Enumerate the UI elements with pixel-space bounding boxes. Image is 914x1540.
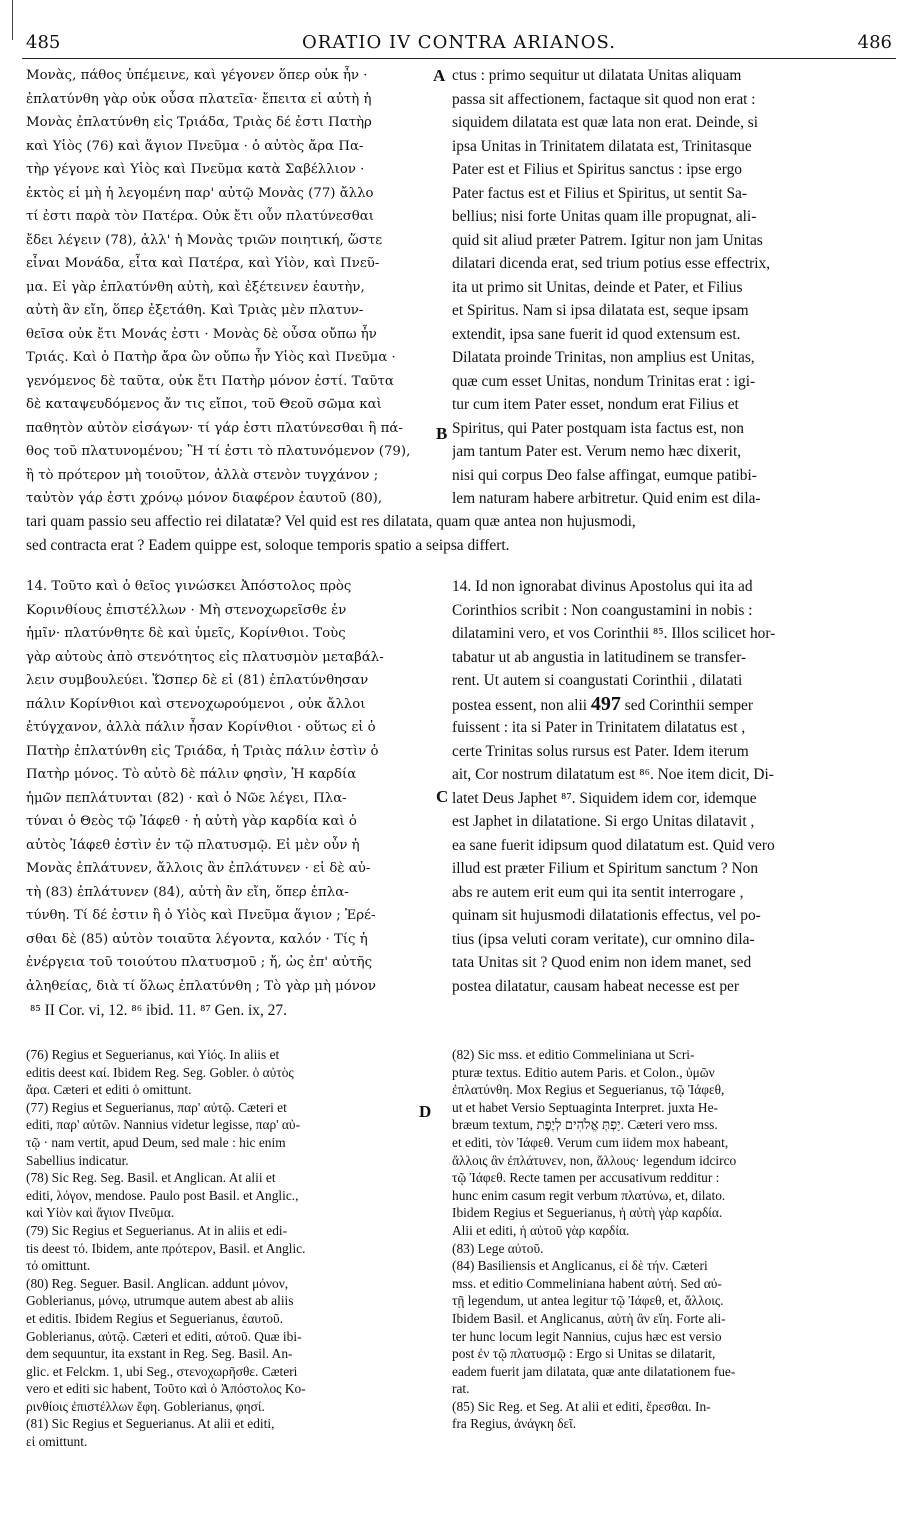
- footnote-line: (85) Sic Reg. et Seg. At alii et editi, ἔρεσθαι. In-: [452, 1398, 711, 1414]
- footnote-line: τῷ · nam vertit, apud Deum, sed male : hic enim: [26, 1134, 286, 1150]
- latin-line: est Japhet in dilatatione. Si ergo Unitas dilatavit ,: [452, 813, 755, 830]
- greek-line: τί ἐστι παρὰ τὸν Πατέρα. Οὐκ ἔτι οὖν πλατύνεσθαι: [26, 209, 374, 224]
- footnote-line: ut et habet Versio Septuaginta Interpret. juxta He-: [452, 1099, 718, 1115]
- margin-letter-a: A: [433, 66, 446, 85]
- latin-line: Spiritus, qui Pater postquam ista factus est, non: [452, 419, 744, 437]
- greek-line: ἐτύγχανον, ἀλλὰ πάλιν ἦσαν Κορίνθιοι · οὕτως εἰ ὁ: [26, 720, 376, 735]
- greek-line: Πατὴρ μόνος. Τὸ αὐτὸ δὲ πάλιν φησὶν, Ἡ καρδία: [26, 767, 357, 782]
- latin-line: nisi qui corpus Deo false affingat, eumque patibi-: [452, 466, 757, 484]
- footnote-line: et editi, τὸν Ἰάφεθ. Verum cum iidem mox habeant,: [452, 1134, 729, 1150]
- footnote-line: rat.: [452, 1381, 470, 1397]
- footnote-line: τῷ Ἰάφεθ. Recte tamen per accusativum redditur :: [452, 1170, 720, 1186]
- latin-line: tius (ipsa veluti coram veritate), cur omnino dila-: [452, 930, 755, 948]
- latin-line: 14. Id non ignorabat divinus Apostolus qui ita ad: [452, 578, 753, 595]
- footnote-line: ἄλλοις ἂν ἐπλάτυνεν, non, ἄλλους· legendum idcirco: [452, 1152, 737, 1168]
- latin-line: quæ cum esset Unitas, nondum Trinitas erat : igi-: [452, 372, 756, 390]
- footnote-line: dem sequuntur, ita exstant in Reg. Seg. Basil. An-: [26, 1346, 293, 1362]
- latin-line: Pater est et Filius et Spiritus sanctus : ipse ergo: [452, 161, 742, 178]
- greek-line: θεῖσα οὐκ ἔτι Μονάς ἐστι · Μονὰς δὲ οὖσα οὔπω ἦν: [26, 326, 377, 342]
- full-width-line: tari quam passio seu affectio rei dilatatæ? Vel quid est res dilatata, quam quæ antea non hujusmodi,: [26, 513, 636, 530]
- greek-line: Μονὰς ἐπλάτυνεν, ἄλλοις ἂν ἐπλάτυνεν · εἰ δὲ αὐ-: [26, 861, 371, 876]
- page-number-right: 486: [857, 32, 892, 53]
- footnote-line: editis deest καί. Ibidem Reg. Seg. Gobler. ὁ αὐτὸς: [26, 1064, 294, 1080]
- latin-line: postea dilatatur, causam habeat necesse est per: [452, 977, 739, 995]
- greek-line: ἐπλατύνθη γὰρ οὐκ οὖσα πλατεῖα· ἔπειτα εἰ αὐτὴ ἡ: [26, 91, 372, 107]
- footnote-line: Ibidem Regius et Seguerianus, ἡ αὐτὴ γὰρ καρδία.: [452, 1205, 723, 1221]
- greek-line: Τριάς. Καὶ ὁ Πατὴρ ἄρα ὢν οὔπω ἦν Υἱὸς καὶ Πνεῦμα ·: [26, 350, 396, 365]
- footnote-line: τῇ legendum, ut antea legitur τῷ Ἰάφεθ, et, ἄλλοις.: [452, 1293, 724, 1309]
- latin-line: latet Deus Japhet ⁸⁷. Siquidem idem cor, idemque: [452, 789, 757, 807]
- greek-line: θος τοῦ πλατυνομένου; Ἢ τί ἐστι τὸ πλατυνόμενον (79),: [26, 444, 411, 459]
- footnote-line: (84) Basiliensis et Anglicanus, εἰ δὲ τήν. Cæteri: [452, 1258, 708, 1274]
- latin-line: quid sit aliud præter Patrem. Igitur non jam Unitas: [452, 231, 763, 249]
- latin-line: ait, Cor nostrum dilatatum est ⁸⁶. Noe item dicit, Di-: [452, 766, 774, 783]
- latin-line: Pater factus est et Filius et Spiritus, ut sentit Sa-: [452, 184, 747, 202]
- greek-line: Μονὰς ἐπλατύνθη εἰς Τριάδα, Τριὰς δέ ἐστι Πατὴρ: [26, 115, 372, 130]
- greek-line: τὴρ γέγονε καὶ Υἱὸς καὶ Πνεῦμα κατὰ Σαβέλλιον ·: [26, 162, 365, 177]
- latin-line: postea essent, non alii 497 sed Corinthii semper: [452, 692, 754, 715]
- margin-letter-d: D: [419, 1102, 432, 1121]
- footnote-line: (79) Sic Regius et Seguerianus. At in aliis et edi-: [26, 1222, 288, 1238]
- footnote-line: post ἐν τῷ πλατυσμῷ : Ergo si Unitas se dilatarit,: [452, 1346, 716, 1362]
- latin-line: bellius; nisi forte Unitas quam ille propugnat, ali-: [452, 208, 757, 225]
- footnote-line: eadem fuerit jam dilatata, quæ ante dilatationem fue-: [452, 1363, 736, 1379]
- latin-line: ea sane fuerit idipsum quod dilatatum est. Quid vero: [452, 836, 775, 854]
- greek-line: Κορινθίους ἐπιστέλλων · Μὴ στενοχωρεῖσθε ἐν: [26, 602, 347, 618]
- greek-line: 14. Τοῦτο καὶ ὁ θεῖος γινώσκει Ἀπόστολος πρὸς: [26, 579, 352, 594]
- latin-line: ita ut primo sit Unitas, deinde et Pater, et Filius: [452, 278, 743, 296]
- greek-line: Πατὴρ ἐπλατύνθη εἰς Τριάδα, ἡ Τριὰς πάλιν ἐστὶν ὁ: [26, 743, 379, 759]
- margin-letter-c: C: [436, 787, 449, 806]
- footnote-line: mss. et editio Commeliniana habent αὐτή. Sed αὐ-: [452, 1275, 722, 1291]
- latin-line: siquidem dilatata est quæ lata non erat. Deinde, si: [452, 114, 759, 131]
- footnote-line: hunc enim casum regit verbum πλατύνω, et, dilato.: [452, 1187, 726, 1203]
- latin-line: illud est præter Filium et Spiritum sanctum ? Non: [452, 860, 759, 877]
- greek-line: πάλιν Κορίνθιοι καὶ στενοχωρούμενοι , οὐκ ἄλλοι: [26, 696, 366, 712]
- full-width-lines: [26, 510, 900, 557]
- latin-column-top: [452, 64, 900, 511]
- latin-line: fuissent : ita si Pater in Trinitatem dilatatus est ,: [452, 719, 746, 736]
- greek-line: δὲ καταψευδόμενος ἄν τις εἴποι, τοῦ Θεοῦ σῶμα καὶ: [26, 397, 382, 412]
- latin-line: tabatur ut ab angustia in latitudinem se transfer-: [452, 648, 747, 666]
- greek-line: αὐτὸς Ἰάφεθ ἐστὶν ἐν τῷ πλατυσμῷ. Εἰ μὲν οὖν ἡ: [26, 837, 360, 853]
- greek-line: καὶ Υἱὸς (76) καὶ ἅγιον Πνεῦμα · ὁ αὐτὸς ἄρα Πα-: [26, 138, 364, 154]
- footnote-line: tis deest τό. Ibidem, ante πρότερον, Basil. et Anglic.: [26, 1240, 306, 1256]
- footnote-line: ἐπλατύνθη. Mox Regius et Seguerianus, τῷ Ἰάφεθ,: [452, 1082, 725, 1098]
- footnote-line: editi, παρ' αὐτῶν. Nannius videtur legisse, παρ' αὐ-: [26, 1117, 301, 1133]
- greek-line: γενόμενος δὲ ταῦτα, οὐκ ἔτι Πατὴρ μόνον ἐστί. Ταῦτα: [26, 373, 394, 389]
- scripture-references: ⁸⁵ II Cor. vi, 12. ⁸⁶ ibid. 11. ⁸⁷ Gen. ix, 27.: [30, 1002, 287, 1019]
- latin-line: ctus : primo sequitur ut dilatata Unitas aliquam: [452, 67, 742, 84]
- latin-line: passa sit affectionem, factaque sit quod non erat :: [452, 90, 756, 108]
- footnote-line: fra Regius, ἀνάγκη δεῖ.: [452, 1416, 577, 1432]
- latin-column-section-14: [452, 575, 900, 998]
- greek-line: λειν συμβουλεύει. Ὥσπερ δὲ εἰ (81) ἐπλατύνθησαν: [26, 673, 369, 688]
- footnote-line: ter hunc locum legit Nannius, cujus hæc est versio: [452, 1328, 722, 1344]
- footnote-line: editi, λόγον, mendose. Paulo post Basil. et Anglic.,: [26, 1187, 299, 1203]
- latin-line: certe Trinitas solus rursus est Pater. Idem iterum: [452, 742, 749, 760]
- latin-line: tur cum item Pater esset, nondum erat Filius et: [452, 396, 739, 413]
- footnote-line: Sabellius indicatur.: [26, 1152, 129, 1168]
- greek-line: Μονὰς, πάθος ὑπέμεινε, καὶ γέγονεν ὅπερ οὐκ ἦν ·: [26, 68, 368, 83]
- footnote-line: glic. et Felckm. 1, ubi Seg., στενοχωρῆσθε. Cæteri: [26, 1363, 298, 1379]
- latin-line: lem naturam habere arbitretur. Quid enim est dila-: [452, 490, 761, 507]
- footnote-line: Goblerianus, μόνῳ, utrumque autem abest ab aliis: [26, 1293, 294, 1309]
- footnote-line: Ibidem Basil. et Anglicanus, αὐτὴ ἂν εἴη. Forte ali-: [452, 1310, 726, 1326]
- latin-line: et Spiritus. Nam si ipsa dilatata est, seque ipsam: [452, 302, 749, 319]
- greek-line: τύναι ὁ Θεὸς τῷ Ἰάφεθ · ἡ αὐτὴ γὰρ καρδία καὶ ὁ: [26, 814, 357, 829]
- footnote-line: bræum textum, יַפְתְּ אֱלֹהִים לְיֶפֶת. Cæteri vero mss.: [452, 1117, 718, 1133]
- footnote-line: vero et editi sic habent, Τοῦτο καὶ ὁ Ἀπόστολος Κο-: [26, 1381, 306, 1397]
- footnote-line: Alii et editi, ἡ αὐτοῦ γὰρ καρδία.: [452, 1222, 630, 1238]
- greek-line: τὴ (83) ἐπλάτυνεν (84), αὐτὴ ἂν εἴη, ὅπερ ἐπλα-: [26, 884, 349, 900]
- greek-line: σθαι δὲ (85) αὐτὸν τοιαῦτα λέγοντα, καλόν · Τίς ἡ: [26, 931, 368, 947]
- greek-line: εἶναι Μονάδα, εἶτα καὶ Πατέρα, καὶ Υἱὸν, καὶ Πνεῦ-: [26, 256, 380, 271]
- greek-line: ἐκτὸς εἰ μὴ ἡ λεγομένη παρ' αὐτῷ Μονὰς (77) ἄλλο: [26, 185, 374, 201]
- footnote-line: (78) Sic Reg. Seg. Basil. et Anglican. At alii et: [26, 1170, 276, 1186]
- footnote-line: (83) Lege αὐτοῦ.: [452, 1240, 544, 1256]
- greek-line: γὰρ αὐτοὺς ἀπὸ στενότητος εἰς πλατυσμὸν μεταβάλ-: [26, 649, 384, 665]
- footnotes-left: [26, 1046, 426, 1451]
- footnote-line: εἰ omittunt.: [26, 1434, 88, 1450]
- footnote-line: et editis. Ibidem Regius et Seguerianus, ἑαυτοῦ.: [26, 1310, 284, 1326]
- footnotes-right: [452, 1046, 900, 1433]
- header-rule: [22, 58, 896, 59]
- running-header: [22, 32, 896, 56]
- greek-column-top: [26, 64, 436, 511]
- footnote-line: τό omittunt.: [26, 1258, 91, 1274]
- latin-line: dilatari dicenda erat, sed trium potius esse effectrix,: [452, 255, 771, 272]
- latin-line: extendit, ipsa sane fuerit id quod extensum est.: [452, 325, 741, 343]
- greek-line: μα. Εἰ γὰρ ἐπλατύνθη αὐτὴ, καὶ ἐξέτεινεν ἑαυτὴν,: [26, 279, 365, 295]
- greek-line: ταὐτὸν γάρ ἐστι χρόνῳ μόνον διαφέρον ἑαυτοῦ (80),: [26, 491, 383, 506]
- greek-column-section-14: [26, 575, 436, 998]
- footnote-line: (80) Reg. Seguer. Basil. Anglican. addunt μόνον,: [26, 1275, 289, 1291]
- greek-line: ἔδει λέγειν (78), ἀλλ' ἡ Μονὰς τριῶν ποιητική, ὥστε: [26, 232, 383, 248]
- latin-line: tata Unitas sit ? Quod enim non idem manet, sed: [452, 954, 752, 971]
- page-number-left: 485: [26, 32, 61, 53]
- latin-line: quinam sit hujusmodi dilatationis effectus, vel po-: [452, 907, 761, 924]
- greek-line: τύνθη. Τί δέ ἐστιν ἢ ὁ Υἱὸς καὶ Πνεῦμα ἅγιον ; Ἐρέ-: [26, 908, 376, 923]
- greek-line: αὐτὴ ἂν εἴη, ὅπερ ἐξετάθη. Καὶ Τριὰς μὲν πλατυν-: [26, 303, 364, 318]
- column-marker: 497: [590, 692, 621, 715]
- margin-letter-b: B: [436, 424, 448, 443]
- greek-line: ἀληθείας, διὰ τί ὅλως ἐπλατύνθη ; Τὸ γὰρ μὴ μόνον: [26, 978, 376, 994]
- greek-line: παθητὸν αὐτὸν εἰσάγων· τί γάρ ἐστι πλατύνεσθαι ἢ πά-: [26, 420, 403, 436]
- footnote-line: Goblerianus, αὐτῷ. Cæteri et editi, αὐτοῦ. Quæ ibi-: [26, 1328, 302, 1344]
- full-width-line: sed contracta erat ? Eadem quippe est, soloque temporis spatio a seipsa differt.: [26, 536, 510, 554]
- latin-line: ipsa Unitas in Trinitatem dilatata est, Trinitasque: [452, 137, 752, 155]
- running-title: ORATIO IV CONTRA ARIANOS.: [302, 32, 616, 53]
- greek-line: ἐνέργεια τοῦ τοιούτου πλατυσμοῦ ; ἤ, ὡς ἐπ' αὐτῆς: [26, 955, 373, 970]
- footnote-line: pturæ textus. Editio autem Paris. et Colon., ὑμῶν: [452, 1064, 715, 1080]
- greek-line: ἡμῖν· πλατύνθητε δὲ καὶ ὑμεῖς, Κορίνθιοι. Τοὺς: [26, 626, 346, 641]
- footnote-line: (82) Sic mss. et editio Commeliniana ut Scri-: [452, 1047, 695, 1062]
- latin-line: dilatamini vero, et vos Corinthii ⁸⁵. Illos scilicet hor-: [452, 625, 776, 642]
- latin-line: Dilatata proinde Trinitas, non amplius est Unitas,: [452, 349, 755, 366]
- greek-line: ἢ τὸ πρότερον μὴ τοιοῦτον, ἀλλὰ στενὸν τυγχάνον ;: [26, 467, 379, 483]
- latin-line: Corinthios scribit : Non coangustamini in nobis :: [452, 601, 753, 619]
- footnote-line: (81) Sic Regius et Seguerianus. At alii et editi,: [26, 1416, 275, 1432]
- footnote-line: καὶ Υἱὸν καὶ ἅγιον Πνεῦμα.: [26, 1205, 175, 1221]
- latin-line: abs re autem erit eum qui ita sentit interrogare ,: [452, 883, 744, 901]
- footnote-line: (77) Regius et Seguerianus, παρ' αὐτῷ. Cæteri et: [26, 1099, 287, 1115]
- footnote-line: ρινθίοις ἐπιστέλλων ἔφη. Goblerianus, φησί.: [26, 1398, 265, 1414]
- footnote-line: ἄρα. Cæteri et editi ὁ omittunt.: [26, 1082, 192, 1098]
- binding-edge-line: [12, 0, 13, 40]
- footnote-line: (76) Regius et Seguerianus, καὶ Υἱός. In aliis et: [26, 1047, 280, 1062]
- latin-line: jam tantum Pater est. Verum nemo hæc dixerit,: [452, 443, 742, 460]
- latin-line: rent. Ut autem si coangustati Corinthii , dilatati: [452, 672, 743, 689]
- greek-line: ἡμῶν πεπλάτυνται (82) · καὶ ὁ Νῶε λέγει, Πλα-: [26, 790, 347, 806]
